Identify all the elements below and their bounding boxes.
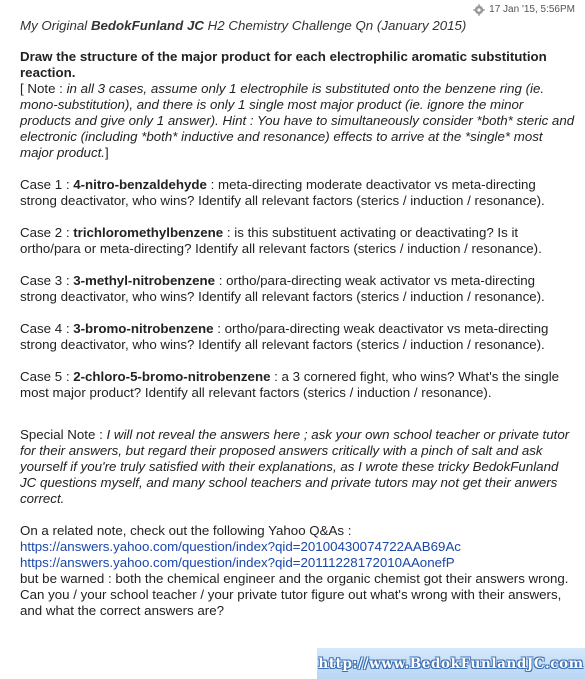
compound-name: 2-chloro-5-bromo-nitrobenzene: [73, 369, 271, 384]
post-body: [20, 18, 575, 619]
subtitle-brand: BedokFunland JC: [90, 18, 204, 33]
related-outro: but be warned : both the chemical engineer and the organic chemist got their answers wrong. Can you / your school teacher / your private tutor figure out what's wrong with their answers, and what the correct answers are?: [20, 571, 569, 618]
yahoo-link-2[interactable]: https://answers.yahoo.com/question/index?qid=20111228172010AAonefP: [20, 555, 455, 570]
compound-name: 3-bromo-nitrobenzene: [73, 321, 214, 336]
case-label: Case 1 :: [20, 177, 74, 192]
post-subtitle: [20, 18, 575, 34]
subtitle-suffix: H2 Chemistry Challenge Qn (January 2015): [203, 18, 467, 33]
case-text: : ortho/para-directing weak activator vs meta-directing strong deactivator, who wins? Identify all relevant factors (sterics / induction / resonance).: [20, 273, 545, 304]
case-1: [20, 177, 575, 209]
compound-name: trichloromethylbenzene: [73, 225, 224, 240]
compound-name: 4-nitro-benzaldehyde: [73, 177, 207, 192]
instructions: [20, 49, 575, 161]
instructions-main: Draw the structure of the major product for each electrophilic aromatic substitution reaction.: [20, 49, 547, 80]
case-5: [20, 369, 575, 401]
yahoo-link-1[interactable]: https://answers.yahoo.com/question/index?qid=20100430074722AAB69Ac: [20, 539, 461, 554]
case-3: [20, 273, 575, 305]
website-url: http://www.BedokFunlandJC.com: [318, 655, 584, 672]
compound-name: 3-methyl-nitrobenzene: [73, 273, 216, 288]
case-label: Case 5 :: [20, 369, 74, 384]
gear-icon[interactable]: [473, 4, 485, 16]
subtitle-prefix: My Original: [20, 18, 91, 33]
related-note: [20, 523, 575, 619]
post-meta: [473, 2, 575, 18]
case-2: [20, 225, 575, 257]
note-body: in all 3 cases, assume only 1 electrophile is substituted onto the benzene ring (ie. mono-substitution), and there is only 1 single most major product (ie. ignore the minor products and give only 1 answer). Hint : You have to simultaneously consider *both* steric and electronic (including *both* inductive and resonance) effects to arrive at the *single* most major product.: [20, 81, 575, 160]
case-label: Case 2 :: [20, 225, 74, 240]
website-banner[interactable]: [317, 648, 585, 679]
note-close: ]: [105, 145, 109, 160]
case-text: : is this substituent activating or deactivating? Is it ortho/para or meta-directing? Identify all relevant factors (sterics / induction / resonance).: [20, 225, 542, 256]
case-text: : ortho/para-directing weak deactivator vs meta-directing strong deactivator, who wins? Identify all relevant factors (sterics / induction / resonance).: [20, 321, 549, 352]
case-label: Case 4 :: [20, 321, 74, 336]
special-note: [20, 427, 575, 507]
special-note-label: Special Note :: [20, 427, 107, 442]
related-intro: On a related note, check out the following Yahoo Q&As :: [20, 523, 352, 538]
case-4: [20, 321, 575, 353]
post-timestamp: 17 Jan '15, 5:56PM: [489, 4, 575, 15]
case-text: : meta-directing moderate deactivator vs meta-directing strong deactivator, who wins? Identify all relevant factors (sterics / induction / resonance).: [20, 177, 545, 208]
case-text: : a 3 cornered fight, who wins? What's the single most major product? Identify all relevant factors (sterics / induction / resonance).: [20, 369, 560, 400]
case-label: Case 3 :: [20, 273, 74, 288]
special-note-body: I will not reveal the answers here ; ask your own school teacher or private tutor for their answers, but regard their proposed answers critically with a pinch of salt and ask yourself if you're truly satisfied with their explanations, as I wrote these tricky BedokFunland JC questions myself, and many school teachers and private tutors may not get their anwers correct.: [20, 427, 570, 506]
note-open: [ Note :: [20, 81, 67, 96]
